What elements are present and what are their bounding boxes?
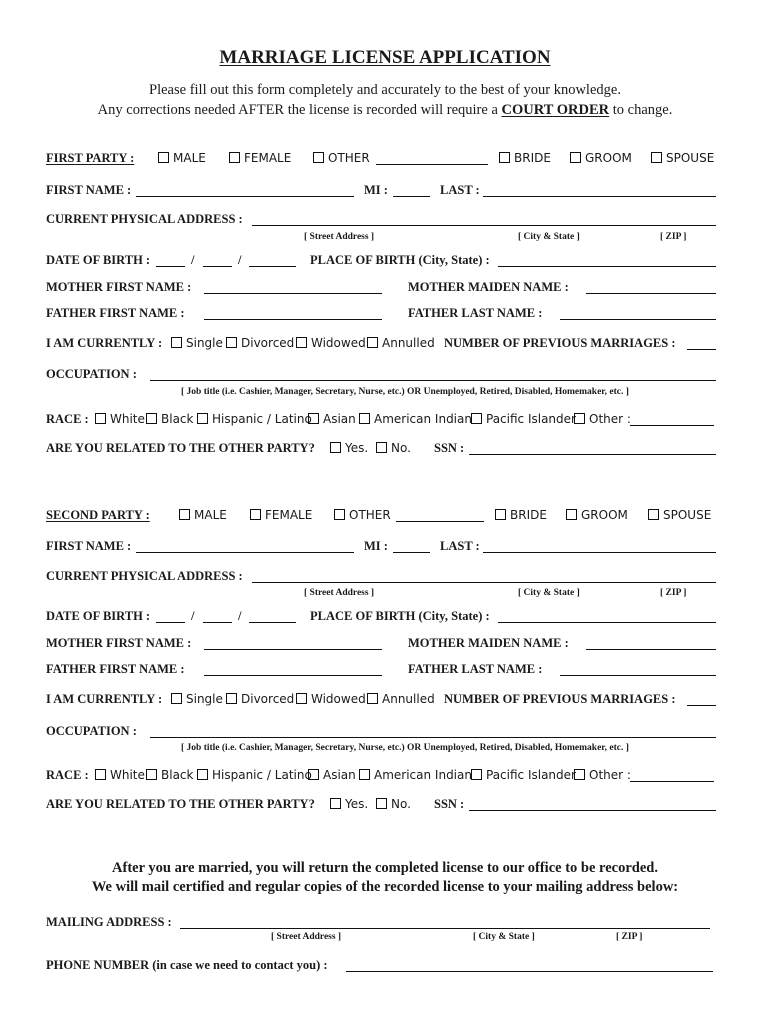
ssn-label: SSN :	[434, 441, 465, 455]
address-label: CURRENT PHYSICAL ADDRESS :	[46, 569, 243, 583]
zip-hint: [ ZIP ]	[660, 232, 687, 242]
asian-checkbox[interactable]: Asian	[308, 412, 356, 426]
widowed-checkbox[interactable]: Widowed	[296, 692, 366, 706]
mother-maiden-name-line[interactable]	[586, 636, 716, 650]
hispanic-checkbox[interactable]: Hispanic / Latino	[197, 412, 312, 426]
address-row	[46, 569, 718, 587]
phone-row	[46, 958, 718, 976]
name-row	[46, 539, 718, 557]
marital-status-row	[46, 336, 718, 354]
father-first-name-label: FATHER FIRST NAME :	[46, 662, 185, 676]
related-row	[46, 441, 718, 459]
related-label: ARE YOU RELATED TO THE OTHER PARTY?	[46, 441, 315, 455]
dob-separator: /	[238, 609, 242, 623]
previous-marriages-line[interactable]	[687, 692, 716, 706]
black-checkbox[interactable]: Black	[146, 412, 193, 426]
mother-maiden-name-label: MOTHER MAIDEN NAME :	[408, 636, 569, 650]
street-hint: [ Street Address ]	[304, 588, 375, 598]
footer-line-2: We will mail certified and regular copies of the recorded license to your mailing address below:	[91, 879, 679, 895]
related-yes-checkbox[interactable]: Yes.	[330, 797, 368, 811]
occupation-line[interactable]	[150, 367, 716, 381]
spouse-checkbox[interactable]: SPOUSE	[648, 508, 711, 522]
zip-hint: [ ZIP ]	[616, 932, 643, 942]
mi-line[interactable]	[393, 539, 430, 553]
dob-separator: /	[191, 609, 195, 623]
mother-maiden-name-line[interactable]	[586, 280, 716, 294]
street-hint: [ Street Address ]	[271, 932, 342, 942]
race-row	[46, 412, 718, 430]
zip-hint: [ ZIP ]	[660, 588, 687, 598]
previous-marriages-label: NUMBER OF PREVIOUS MARRIAGES :	[444, 692, 676, 706]
footer-line-1: After you are married, you will return the completed license to our office to be recorded.	[112, 860, 658, 876]
marital-status-row	[46, 692, 718, 710]
dob-day-line[interactable]	[203, 609, 232, 623]
first-name-line[interactable]	[136, 539, 354, 553]
white-checkbox[interactable]: White	[95, 768, 145, 782]
race-other-checkbox[interactable]: Other :	[574, 768, 631, 782]
party-heading: SECOND PARTY :	[46, 508, 150, 522]
pacific-islander-checkbox[interactable]: Pacific Islander	[471, 768, 576, 782]
phone-label: PHONE NUMBER (in case we need to contact you) :	[46, 958, 328, 972]
occupation-label: OCCUPATION :	[46, 367, 137, 381]
dob-separator: /	[191, 253, 195, 267]
mailing-address-row	[46, 915, 718, 933]
name-row	[46, 183, 718, 201]
dob-separator: /	[238, 253, 242, 267]
divorced-checkbox[interactable]: Divorced	[226, 336, 294, 350]
other-checkbox[interactable]: OTHER	[334, 508, 391, 522]
pob-line[interactable]	[498, 609, 716, 623]
race-label: RACE :	[46, 412, 89, 426]
father-first-name-line[interactable]	[204, 662, 382, 676]
mailing-address-label: MAILING ADDRESS :	[46, 915, 172, 929]
dob-year-line[interactable]	[249, 609, 296, 623]
city-state-hint: [ City & State ]	[518, 232, 580, 242]
dob-label: DATE OF BIRTH :	[46, 609, 151, 623]
last-name-line[interactable]	[483, 183, 716, 197]
female-checkbox[interactable]: FEMALE	[250, 508, 312, 522]
groom-checkbox[interactable]: GROOM	[566, 508, 628, 522]
single-checkbox[interactable]: Single	[171, 336, 223, 350]
city-state-hint: [ City & State ]	[518, 588, 580, 598]
first-name-line[interactable]	[136, 183, 354, 197]
mi-label: MI :	[364, 539, 388, 553]
father-first-name-line[interactable]	[204, 306, 382, 320]
related-label: ARE YOU RELATED TO THE OTHER PARTY?	[46, 797, 315, 811]
black-checkbox[interactable]: Black	[146, 768, 193, 782]
party-heading: FIRST PARTY :	[46, 151, 135, 165]
mother-row	[46, 636, 718, 654]
last-name-label: LAST :	[440, 183, 480, 197]
related-no-checkbox[interactable]: No.	[376, 441, 411, 455]
court-order-emphasis: COURT ORDER	[501, 102, 610, 118]
first-name-label: FIRST NAME :	[46, 183, 132, 197]
other-line[interactable]	[396, 508, 484, 522]
father-first-name-label: FATHER FIRST NAME :	[46, 306, 185, 320]
currently-label: I AM CURRENTLY :	[46, 336, 163, 350]
mi-line[interactable]	[393, 183, 430, 197]
first-name-label: FIRST NAME :	[46, 539, 132, 553]
mother-first-name-line[interactable]	[204, 636, 382, 650]
father-row	[46, 306, 718, 324]
birth-row	[46, 609, 718, 627]
dob-year-line[interactable]	[249, 253, 296, 267]
form-title: MARRIAGE LICENSE APPLICATION	[219, 47, 551, 68]
white-checkbox[interactable]: White	[95, 412, 145, 426]
divorced-checkbox[interactable]: Divorced	[226, 692, 294, 706]
race-label: RACE :	[46, 768, 89, 782]
other-checkbox[interactable]: OTHER	[313, 151, 370, 165]
father-last-name-label: FATHER LAST NAME :	[408, 662, 543, 676]
intro-line-1: Please fill out this form completely and accurately to the best of your knowledge.	[149, 82, 621, 98]
race-other-line[interactable]	[630, 412, 714, 426]
other-line[interactable]	[376, 151, 488, 165]
address-label: CURRENT PHYSICAL ADDRESS :	[46, 212, 243, 226]
pob-label: PLACE OF BIRTH (City, State) :	[310, 609, 490, 623]
bride-checkbox[interactable]: BRIDE	[499, 151, 551, 165]
birth-row	[46, 253, 718, 271]
related-yes-checkbox[interactable]: Yes.	[330, 441, 368, 455]
spouse-checkbox[interactable]: SPOUSE	[651, 151, 714, 165]
race-other-line[interactable]	[630, 768, 714, 782]
city-state-hint: [ City & State ]	[473, 932, 535, 942]
pacific-islander-checkbox[interactable]: Pacific Islander	[471, 412, 576, 426]
mother-first-name-label: MOTHER FIRST NAME :	[46, 280, 192, 294]
mailing-address-line[interactable]	[180, 915, 710, 929]
male-checkbox[interactable]: MALE	[179, 508, 227, 522]
bride-checkbox[interactable]: BRIDE	[495, 508, 547, 522]
groom-checkbox[interactable]: GROOM	[570, 151, 632, 165]
race-other-checkbox[interactable]: Other :	[574, 412, 631, 426]
dob-month-line[interactable]	[156, 609, 185, 623]
single-checkbox[interactable]: Single	[171, 692, 223, 706]
mother-first-name-line[interactable]	[204, 280, 382, 294]
last-name-label: LAST :	[440, 539, 480, 553]
race-row	[46, 768, 718, 786]
male-checkbox[interactable]: MALE	[158, 151, 206, 165]
occupation-hint: [ Job title (i.e. Cashier, Manager, Secretary, Nurse, etc.) OR Unemployed, Retired, Disabled, Homemaker, etc. ]	[181, 387, 629, 397]
mother-row	[46, 280, 718, 298]
pob-line[interactable]	[498, 253, 716, 267]
party-row	[46, 151, 718, 169]
annulled-checkbox[interactable]: Annulled	[367, 336, 435, 350]
mother-maiden-name-label: MOTHER MAIDEN NAME :	[408, 280, 569, 294]
american-indian-checkbox[interactable]: American Indian	[359, 412, 472, 426]
address-row	[46, 212, 718, 230]
annulled-checkbox[interactable]: Annulled	[367, 692, 435, 706]
intro-line-2: Any corrections needed AFTER the license is recorded will require a COURT ORDER to change.	[97, 102, 673, 118]
father-row	[46, 662, 718, 680]
asian-checkbox[interactable]: Asian	[308, 768, 356, 782]
father-last-name-line[interactable]	[560, 306, 716, 320]
dob-label: DATE OF BIRTH :	[46, 253, 151, 267]
ssn-label: SSN :	[434, 797, 465, 811]
mi-label: MI :	[364, 183, 388, 197]
father-last-name-line[interactable]	[560, 662, 716, 676]
pob-label: PLACE OF BIRTH (City, State) :	[310, 253, 490, 267]
previous-marriages-line[interactable]	[687, 336, 716, 350]
american-indian-checkbox[interactable]: American Indian	[359, 768, 472, 782]
ssn-line[interactable]	[469, 441, 716, 455]
phone-line[interactable]	[346, 958, 713, 972]
previous-marriages-label: NUMBER OF PREVIOUS MARRIAGES :	[444, 336, 676, 350]
occupation-row	[46, 367, 718, 385]
related-no-checkbox[interactable]: No.	[376, 797, 411, 811]
address-line[interactable]	[252, 212, 716, 226]
widowed-checkbox[interactable]: Widowed	[296, 336, 366, 350]
party-row	[46, 508, 718, 526]
ssn-line[interactable]	[469, 797, 716, 811]
address-line[interactable]	[252, 569, 716, 583]
female-checkbox[interactable]: FEMALE	[229, 151, 291, 165]
mother-first-name-label: MOTHER FIRST NAME :	[46, 636, 192, 650]
occupation-line[interactable]	[150, 724, 716, 738]
occupation-row	[46, 724, 718, 742]
occupation-hint: [ Job title (i.e. Cashier, Manager, Secretary, Nurse, etc.) OR Unemployed, Retired, Disabled, Homemaker, etc. ]	[181, 743, 629, 753]
father-last-name-label: FATHER LAST NAME :	[408, 306, 543, 320]
dob-day-line[interactable]	[203, 253, 232, 267]
dob-month-line[interactable]	[156, 253, 185, 267]
last-name-line[interactable]	[483, 539, 716, 553]
street-hint: [ Street Address ]	[304, 232, 375, 242]
hispanic-checkbox[interactable]: Hispanic / Latino	[197, 768, 312, 782]
occupation-label: OCCUPATION :	[46, 724, 137, 738]
related-row	[46, 797, 718, 815]
currently-label: I AM CURRENTLY :	[46, 692, 163, 706]
